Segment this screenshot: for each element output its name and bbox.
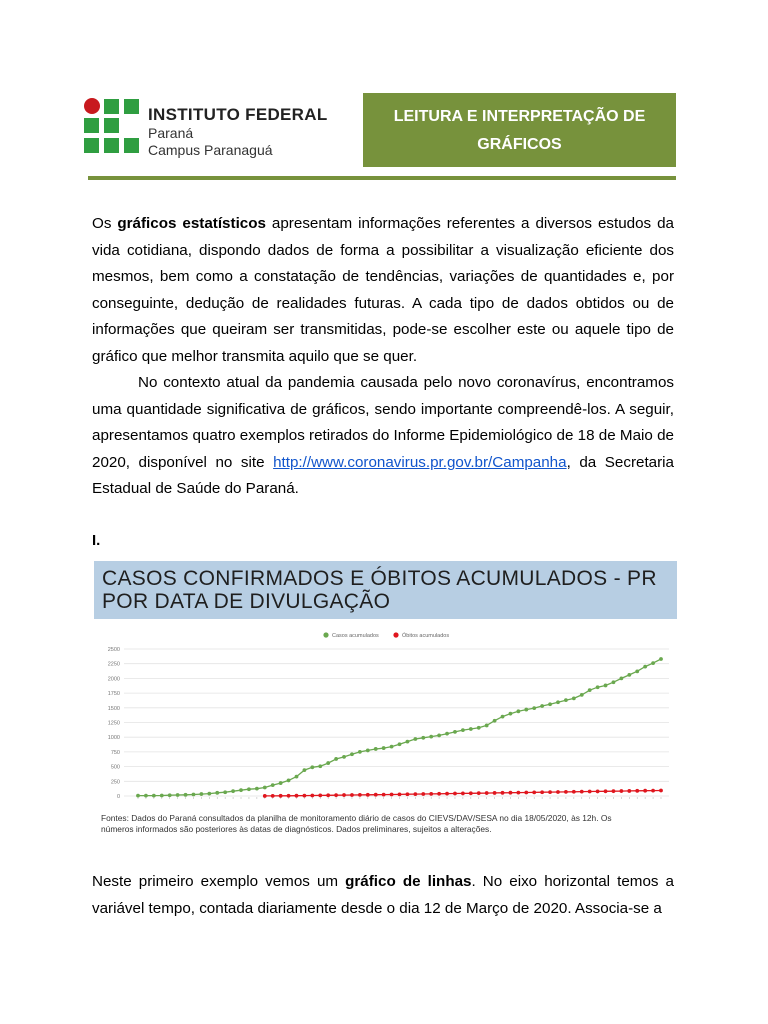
data-point bbox=[548, 790, 552, 794]
y-tick-label: 0 bbox=[116, 794, 120, 800]
logo-red-dot bbox=[84, 98, 100, 114]
logo-square bbox=[104, 118, 119, 133]
data-point bbox=[398, 792, 402, 796]
series-line bbox=[138, 659, 661, 796]
chart-source-line2: números informados são posteriores às datas de diagnósticos. Dados preliminares, sujeitos a alterações. bbox=[101, 824, 492, 834]
data-point bbox=[192, 793, 196, 797]
data-point bbox=[596, 685, 600, 689]
data-point bbox=[136, 794, 140, 798]
y-tick-label: 250 bbox=[110, 779, 120, 786]
data-point bbox=[271, 783, 275, 787]
data-point bbox=[635, 789, 639, 793]
data-point bbox=[572, 696, 576, 700]
data-point bbox=[374, 747, 378, 751]
data-point bbox=[366, 749, 370, 753]
document-header bbox=[84, 92, 676, 170]
data-point bbox=[477, 726, 481, 730]
data-point bbox=[532, 790, 536, 794]
data-point bbox=[255, 787, 259, 791]
data-point bbox=[501, 791, 505, 795]
data-point bbox=[223, 790, 227, 794]
chart-heading bbox=[102, 567, 657, 613]
data-point bbox=[509, 712, 513, 716]
intro-text: Os bbox=[92, 215, 118, 232]
data-point bbox=[413, 792, 417, 796]
y-tick-label: 750 bbox=[110, 749, 120, 756]
data-point bbox=[659, 789, 663, 793]
data-point bbox=[524, 791, 528, 795]
data-point bbox=[421, 736, 425, 740]
data-point bbox=[643, 665, 647, 669]
document-title-line2: GRÁFICOS bbox=[477, 136, 562, 153]
data-point bbox=[580, 790, 584, 794]
data-point bbox=[604, 684, 608, 688]
data-point bbox=[231, 789, 235, 793]
data-point bbox=[310, 765, 314, 769]
data-point bbox=[326, 761, 330, 765]
y-tick-label: 2500 bbox=[107, 647, 120, 653]
data-point bbox=[318, 764, 322, 768]
data-point bbox=[564, 698, 568, 702]
data-point bbox=[295, 794, 299, 798]
data-point bbox=[501, 715, 505, 719]
data-point bbox=[588, 688, 592, 692]
document-title-line1: LEITURA E INTERPRETAÇÃO DE bbox=[393, 108, 646, 125]
intro-paragraph-1 bbox=[92, 211, 674, 371]
data-point bbox=[493, 791, 497, 795]
data-point bbox=[445, 732, 449, 736]
data-point bbox=[445, 792, 449, 796]
intro-text: , da Secretaria Estadual de Saúde do Paraná. bbox=[92, 453, 674, 498]
data-point bbox=[619, 677, 623, 681]
data-point bbox=[144, 794, 148, 798]
chart-source-note bbox=[101, 813, 612, 835]
data-point bbox=[342, 793, 346, 797]
data-point bbox=[524, 708, 528, 712]
data-point bbox=[390, 793, 394, 797]
data-point bbox=[453, 730, 457, 734]
data-point bbox=[239, 788, 243, 792]
data-point bbox=[469, 791, 473, 795]
data-point bbox=[564, 790, 568, 794]
data-point bbox=[596, 790, 600, 794]
data-point bbox=[168, 793, 172, 797]
data-point bbox=[160, 794, 164, 798]
data-point bbox=[421, 792, 425, 796]
chart-heading-box bbox=[94, 561, 677, 619]
y-tick-label: 1250 bbox=[107, 720, 120, 727]
chart-heading-line1: CASOS CONFIRMADOS E ÓBITOS ACUMULADOS - PR bbox=[102, 567, 657, 590]
data-point bbox=[643, 789, 647, 793]
data-point bbox=[358, 750, 362, 754]
data-point bbox=[184, 793, 188, 797]
data-point bbox=[485, 791, 489, 795]
data-point bbox=[469, 727, 473, 731]
data-point bbox=[215, 791, 219, 795]
data-point bbox=[406, 740, 410, 744]
data-point bbox=[263, 786, 267, 790]
y-tick-label: 1750 bbox=[107, 691, 120, 698]
institution-campus: Campus Paranaguá bbox=[148, 142, 273, 158]
institution-logo bbox=[84, 98, 140, 154]
data-point bbox=[382, 793, 386, 797]
data-point bbox=[612, 789, 616, 793]
data-point bbox=[509, 791, 513, 795]
line-chart bbox=[94, 622, 677, 810]
chart-source-line1: Fontes: Dados do Paraná consultados da planilha de monitoramento diário de casos do CIEVS/DAV/SESA no dia 18/05/2020, às 12h. Os bbox=[101, 813, 612, 823]
source-link[interactable]: http://www.coronavirus.pr.gov.br/Campanha bbox=[273, 453, 567, 471]
data-point bbox=[477, 791, 481, 795]
data-point bbox=[437, 792, 441, 796]
explanation-text: . No eixo horizontal temos a variável tempo, contada diariamente desde o dia 12 de Março de 2020. Associa-se a bbox=[92, 873, 674, 917]
intro-text: apresentam informações referentes a diversos estudos da vida cotidiana, dispondo dados de forma a possibilitar a visualização eficiente dos mesmos, bem como a constatação de tendências, variações de quantidades e, por conseguinte, dedução de realidades futuras. A cada tipo de dados obtidos ou de informações que queiram ser transmitidas, pode-se escolher este ou aquele tipo de gráfico que melhor transmita aquilo que se quer. bbox=[92, 215, 674, 365]
data-point bbox=[334, 793, 338, 797]
data-point bbox=[176, 793, 180, 797]
document-title-box bbox=[363, 93, 676, 167]
logo-square bbox=[104, 99, 119, 114]
intro-text: No contexto atual da pandemia causada pelo novo coronavírus, encontramos uma quantidade significativa de gráficos, sendo importante compreendê-los. A seguir, apresentamos quatro exemplos retirados do Informe Epidemiológico de 18 de Maio de 2020, disponível no site bbox=[92, 374, 674, 471]
data-point bbox=[627, 673, 631, 677]
data-point bbox=[619, 789, 623, 793]
data-point bbox=[271, 794, 275, 798]
data-point bbox=[556, 700, 560, 704]
data-point bbox=[247, 787, 251, 791]
data-point bbox=[461, 728, 465, 732]
data-point bbox=[516, 791, 520, 795]
data-point bbox=[627, 789, 631, 793]
data-point bbox=[279, 794, 283, 798]
data-point bbox=[350, 793, 354, 797]
logo-square bbox=[84, 138, 99, 153]
data-point bbox=[429, 792, 433, 796]
legend-label: Casos acumulados bbox=[332, 633, 379, 639]
institution-state: Paraná bbox=[148, 125, 194, 141]
data-point bbox=[540, 704, 544, 708]
data-point bbox=[406, 792, 410, 796]
y-tick-label: 2000 bbox=[107, 676, 120, 683]
chart-heading-line2: POR DATA DE DIVULGAÇÃO bbox=[102, 590, 391, 613]
legend-label: Óbitos acumulados bbox=[402, 633, 450, 639]
data-point bbox=[295, 775, 299, 779]
data-point bbox=[152, 794, 156, 798]
explanation-text: Neste primeiro exemplo vemos um bbox=[92, 873, 346, 890]
logo-square bbox=[104, 138, 119, 153]
y-tick-label: 2250 bbox=[107, 661, 120, 668]
data-point bbox=[287, 794, 291, 798]
data-point bbox=[342, 755, 346, 759]
y-tick-label: 1000 bbox=[107, 735, 120, 742]
data-point bbox=[413, 737, 417, 741]
logo-square bbox=[124, 138, 139, 153]
data-point bbox=[651, 661, 655, 665]
data-point bbox=[287, 779, 291, 783]
y-tick-label: 500 bbox=[110, 764, 120, 771]
data-point bbox=[326, 793, 330, 797]
header-divider bbox=[88, 176, 676, 180]
data-point bbox=[358, 793, 362, 797]
data-point bbox=[588, 790, 592, 794]
data-point bbox=[556, 790, 560, 794]
y-tick-label: 1500 bbox=[107, 705, 120, 712]
data-point bbox=[580, 693, 584, 697]
data-point bbox=[390, 745, 394, 749]
data-point bbox=[659, 657, 663, 661]
legend-marker bbox=[323, 632, 328, 637]
data-point bbox=[437, 734, 441, 738]
data-point bbox=[263, 794, 267, 798]
data-point bbox=[350, 752, 354, 756]
logo-square bbox=[84, 118, 99, 133]
logo-square bbox=[124, 99, 139, 114]
data-point bbox=[461, 792, 465, 796]
data-point bbox=[604, 789, 608, 793]
data-point bbox=[303, 768, 307, 772]
institution-name: INSTITUTO FEDERAL bbox=[148, 105, 328, 124]
data-point bbox=[635, 669, 639, 673]
data-point bbox=[318, 794, 322, 798]
data-point bbox=[651, 789, 655, 793]
data-point bbox=[199, 792, 203, 796]
intro-bold-term: gráficos estatísticos bbox=[117, 215, 266, 232]
data-point bbox=[532, 706, 536, 710]
data-point bbox=[485, 724, 489, 728]
data-point bbox=[453, 792, 457, 796]
data-point bbox=[516, 709, 520, 713]
data-point bbox=[334, 757, 338, 761]
section-label: I. bbox=[92, 532, 101, 549]
data-point bbox=[548, 702, 552, 706]
explanation-bold-term: gráfico de linhas bbox=[345, 873, 472, 890]
data-point bbox=[540, 790, 544, 794]
data-point bbox=[279, 781, 283, 785]
data-point bbox=[429, 735, 433, 739]
explanation-paragraph bbox=[92, 869, 674, 922]
data-point bbox=[493, 719, 497, 723]
data-point bbox=[310, 794, 314, 798]
data-point bbox=[572, 790, 576, 794]
intro-paragraph-2 bbox=[92, 370, 674, 503]
data-point bbox=[207, 792, 211, 796]
legend-marker bbox=[393, 632, 398, 637]
data-point bbox=[398, 742, 402, 746]
data-point bbox=[612, 680, 616, 684]
data-point bbox=[303, 794, 307, 798]
data-point bbox=[374, 793, 378, 797]
data-point bbox=[382, 746, 386, 750]
data-point bbox=[366, 793, 370, 797]
